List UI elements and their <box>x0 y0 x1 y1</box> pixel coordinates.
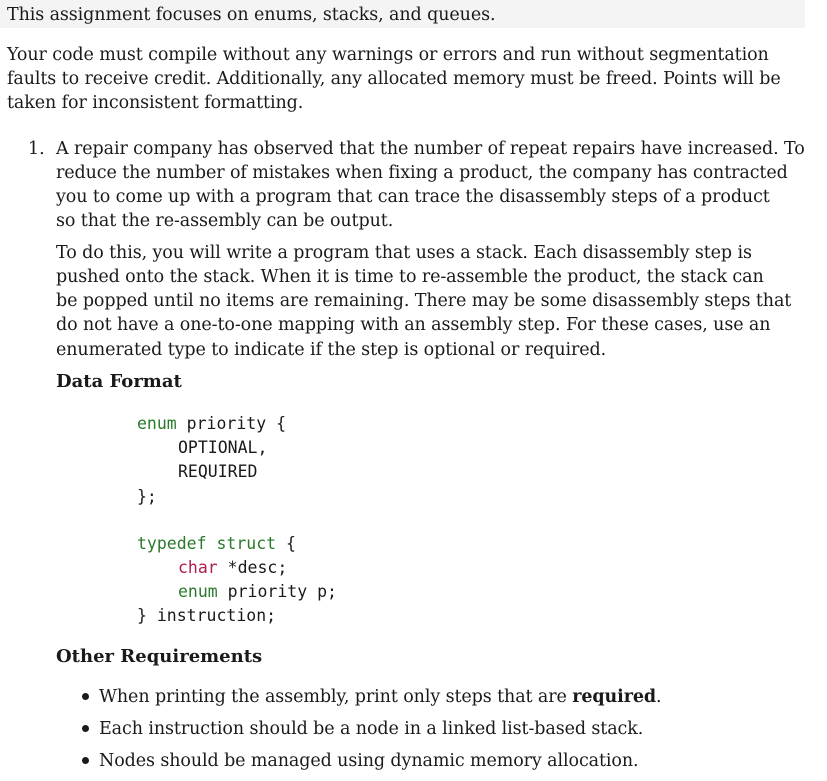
code-typedef-open: { <box>276 534 296 553</box>
code-typedef-line <box>137 532 296 556</box>
bullet-item-2: Each instruction should be a node in a linked list-based stack. <box>99 719 644 739</box>
code-field-priority <box>178 580 337 604</box>
bullet-dot-2 <box>82 725 89 732</box>
code-typedef-keyword: typedef struct <box>137 534 277 553</box>
bullet-dot-1 <box>82 693 89 700</box>
requirements-line-1: Your code must compile without any warnings or errors and run without segmentation <box>7 45 769 65</box>
problem-para1-line-1: A repair company has observed that the number of repeat repairs have increased. To <box>56 139 805 159</box>
problem-para2-line-1: To do this, you will write a program that uses a stack. Each disassembly step is <box>56 243 752 263</box>
code-field-desc <box>178 556 287 580</box>
problem-number: 1. <box>28 139 45 159</box>
code-field-enum-keyword: enum <box>178 582 218 601</box>
code-field-priority-rest: priority p; <box>217 582 337 601</box>
bullet-1-bold: required <box>572 687 657 707</box>
code-field-desc-rest: *desc; <box>217 558 288 577</box>
problem-para1-line-4: so that the re-assembly can be output. <box>56 211 394 231</box>
requirements-line-3: taken for inconsistent formatting. <box>7 93 304 113</box>
problem-para2-line-5: enumerated type to indicate if the step is optional or required. <box>56 340 607 360</box>
bullet-item-3: Nodes should be managed using dynamic memory allocation. <box>99 751 639 771</box>
code-enum-name: priority { <box>176 414 287 433</box>
bullet-dot-3 <box>82 757 89 764</box>
problem-para2-line-3: be popped until no items are remaining. There may be some disassembly steps that <box>56 291 792 311</box>
code-enum-keyword: enum <box>137 414 177 433</box>
bullet-item-1 <box>99 685 662 709</box>
requirements-line-2: faults to receive credit. Additionally, any allocated memory must be freed. Points will be <box>7 69 781 89</box>
problem-para2-line-2: pushed onto the stack. When it is time to re-assemble the product, the stack can <box>56 267 764 287</box>
code-enum-line <box>137 412 286 436</box>
bullet-1-after: . <box>656 687 662 707</box>
code-char-type: char <box>178 558 218 577</box>
data-format-heading: Data Format <box>56 371 182 392</box>
problem-para2-line-4: do not have a one-to-one mapping with an assembly step. For these cases, use an <box>56 315 771 335</box>
code-struct-close: } instruction; <box>137 606 277 625</box>
code-enum-value-required: REQUIRED <box>178 462 258 481</box>
code-enum-value-optional: OPTIONAL, <box>178 438 268 457</box>
other-requirements-heading: Other Requirements <box>56 646 263 667</box>
code-enum-close: }; <box>137 487 157 506</box>
problem-para1-line-2: reduce the number of mistakes when fixing a product, the company has contracted <box>56 163 788 183</box>
problem-para1-line-3: you to come up with a program that can trace the disassembly steps of a product <box>56 187 770 207</box>
intro-text: This assignment focuses on enums, stacks, and queues. <box>7 5 496 25</box>
bullet-1-text: When printing the assembly, print only steps that are <box>99 687 573 707</box>
